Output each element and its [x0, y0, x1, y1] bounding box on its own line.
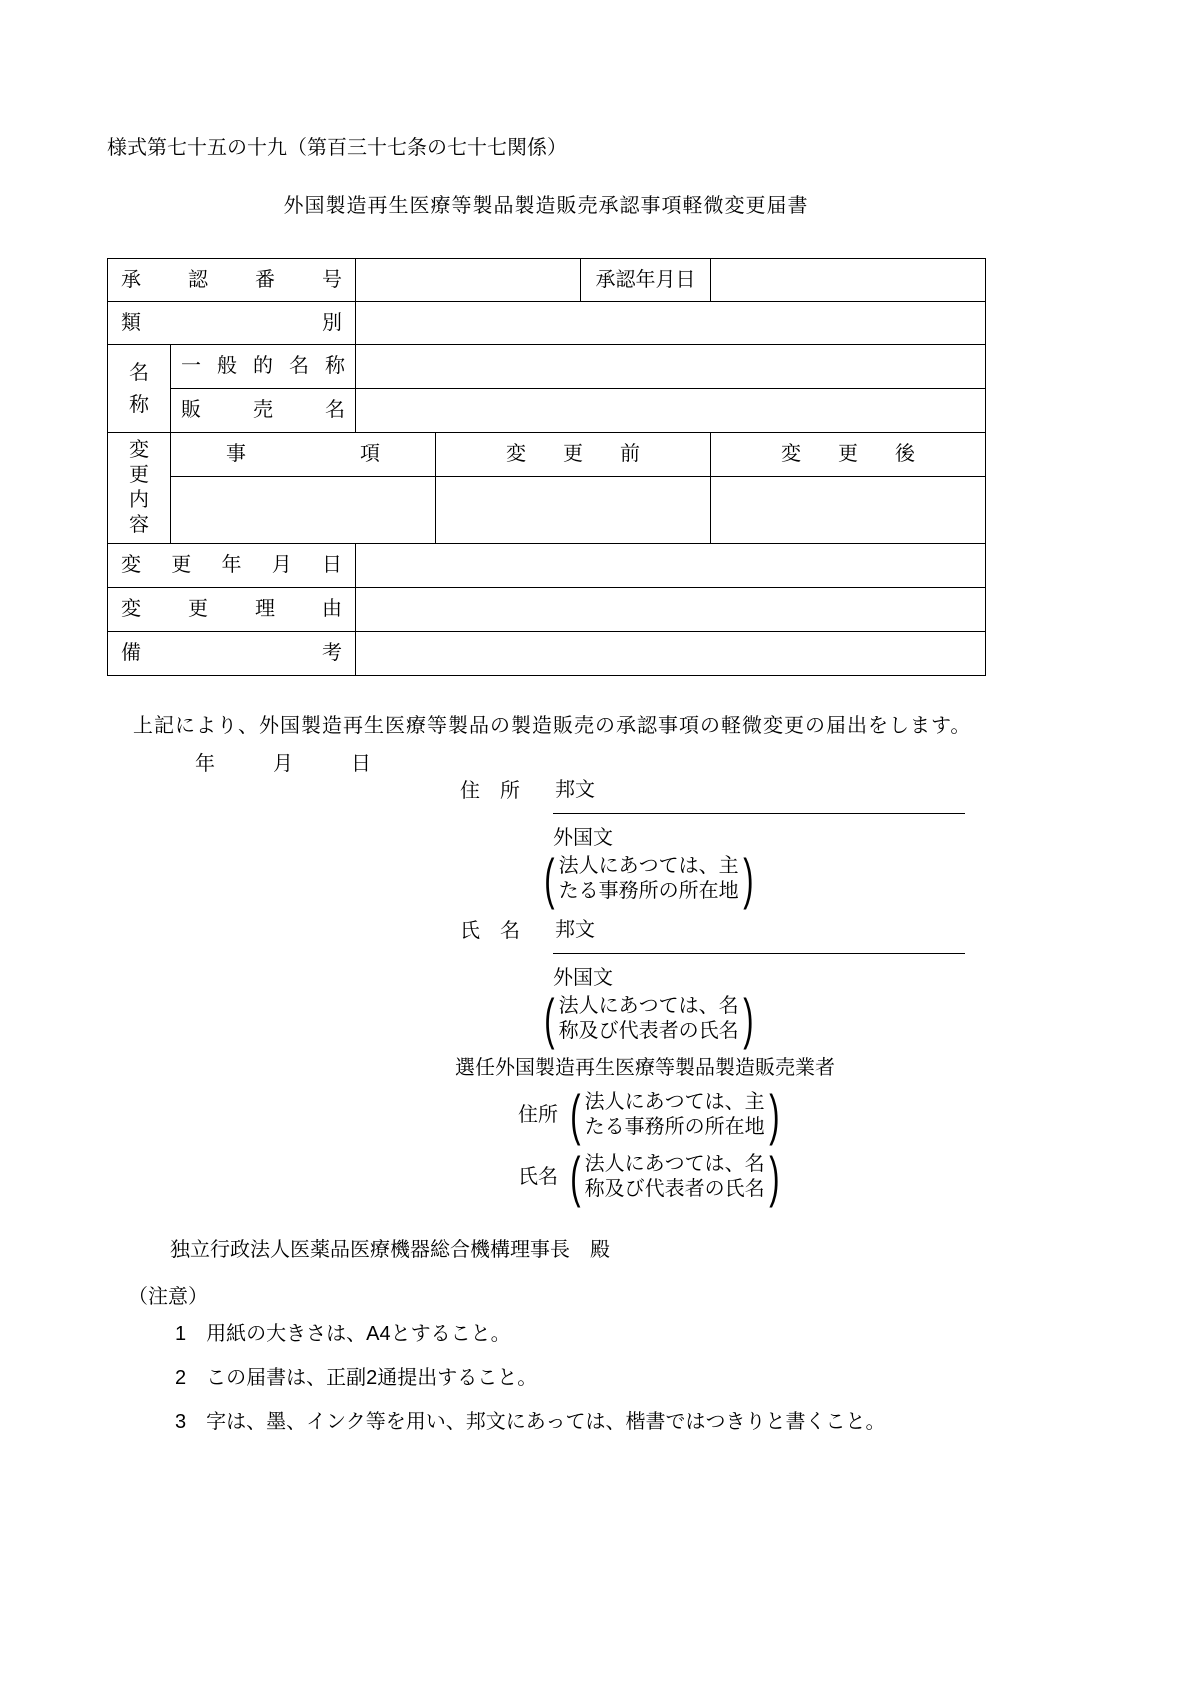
right-paren-icon: ): [768, 1145, 780, 1208]
brand-name-value: [356, 389, 986, 433]
name-field-row: [460, 918, 980, 954]
right-paren-icon: ): [742, 847, 754, 910]
approval-date-value: [711, 259, 986, 302]
name-japanese-label: 邦文: [555, 919, 595, 941]
address-field-row: [460, 778, 980, 814]
name-note-line1: 法人にあつては、名: [558, 995, 739, 1017]
page-title: 外国製造再生医療等製品製造販売承認事項軽微変更届書: [283, 195, 809, 217]
notes-list: [175, 1322, 886, 1454]
address-note-text: [559, 854, 739, 904]
agent-name-note-line2: 称及び代表者の氏名: [584, 1178, 765, 1200]
agent-address-note-line2: たる事務所の所在地: [584, 1116, 765, 1138]
address-corporate-note: [540, 847, 980, 910]
category-label: 類別: [108, 302, 356, 345]
change-date-label: 変更年月日: [108, 544, 356, 588]
change-before-value: [436, 477, 711, 544]
approval-number-value: [356, 259, 581, 302]
agent-address-note: [566, 1083, 783, 1146]
change-before-label: 変更前: [436, 433, 711, 477]
name-corporate-note: [540, 987, 980, 1050]
remarks-value: [356, 632, 986, 676]
change-after-value: [711, 477, 986, 544]
agent-name-note-text: [585, 1152, 765, 1202]
main-form-table: [107, 258, 986, 676]
address-note-line1: 法人にあつては、主: [558, 855, 739, 877]
agent-address-row: [518, 1083, 783, 1146]
date-line: 年 月 日: [195, 753, 377, 775]
name-group-label: 名称: [129, 361, 149, 416]
agent-name-note: [566, 1145, 783, 1208]
agent-address-note-text: [585, 1090, 765, 1140]
remarks-label: 備考: [108, 632, 356, 676]
generic-name-value: [356, 345, 986, 389]
name-foreign-label: 外国文: [553, 967, 613, 989]
note-item-3: 3 字は、墨、インク等を用い、邦文にあっては、楷書ではつきりと書くこと。: [175, 1411, 886, 1433]
applicant-block: [460, 778, 980, 1050]
address-label: 住 所: [460, 780, 520, 802]
change-group-cell: [108, 433, 171, 544]
category-value: [356, 302, 986, 345]
agent-address-label: 住所: [518, 1103, 558, 1126]
right-paren-icon: ): [768, 1083, 780, 1146]
notes-title: （注意）: [128, 1286, 208, 1308]
name-label: 氏 名: [460, 920, 520, 942]
name-japanese-line: [553, 918, 965, 954]
change-item-value: [171, 477, 436, 544]
change-reason-value: [356, 588, 986, 632]
left-paren-icon: (: [570, 1145, 581, 1208]
change-reason-label: 変更理由: [108, 588, 356, 632]
agent-name-note-line1: 法人にあつては、名: [584, 1153, 765, 1175]
approval-date-label: 承認年月日: [581, 259, 711, 302]
change-item-label: 事項: [171, 433, 436, 477]
change-date-value: [356, 544, 986, 588]
form-number-line: 様式第七十五の十九（第百三十七条の七十七関係）: [107, 137, 567, 159]
address-foreign-label: 外国文: [553, 827, 613, 849]
agent-address-note-line1: 法人にあつては、主: [584, 1091, 765, 1113]
generic-name-label: 一般的名称: [171, 345, 356, 389]
left-paren-icon: (: [570, 1083, 581, 1146]
left-paren-icon: (: [544, 987, 555, 1050]
approval-number-label: 承認番号: [108, 259, 356, 302]
change-after-label: 変更後: [711, 433, 986, 477]
recipient-line: 独立行政法人医薬品医療機器総合機構理事長 殿: [170, 1239, 610, 1261]
brand-name-label: 販売名: [171, 389, 356, 433]
note-item-1: 1 用紙の大きさは、A4とすること。: [175, 1323, 511, 1345]
name-group-cell: [108, 345, 171, 433]
note-item-2: 2 この届書は、正副2通提出すること。: [175, 1367, 538, 1389]
address-japanese-line: [553, 778, 965, 814]
agent-name-row: [518, 1145, 783, 1208]
change-group-label: 変更内容: [129, 439, 149, 536]
agent-heading: 選任外国製造再生医療等製品製造販売業者: [455, 1057, 835, 1079]
right-paren-icon: ): [742, 987, 754, 1050]
agent-name-label: 氏名: [518, 1165, 558, 1188]
name-note-text: [559, 994, 739, 1044]
declaration-sentence: 上記により、外国製造再生医療等製品の製造販売の承認事項の軽微変更の届出をします。: [133, 715, 972, 737]
address-note-line2: たる事務所の所在地: [558, 880, 739, 902]
address-japanese-label: 邦文: [555, 779, 595, 801]
name-note-line2: 称及び代表者の氏名: [558, 1020, 739, 1042]
left-paren-icon: (: [544, 847, 555, 910]
